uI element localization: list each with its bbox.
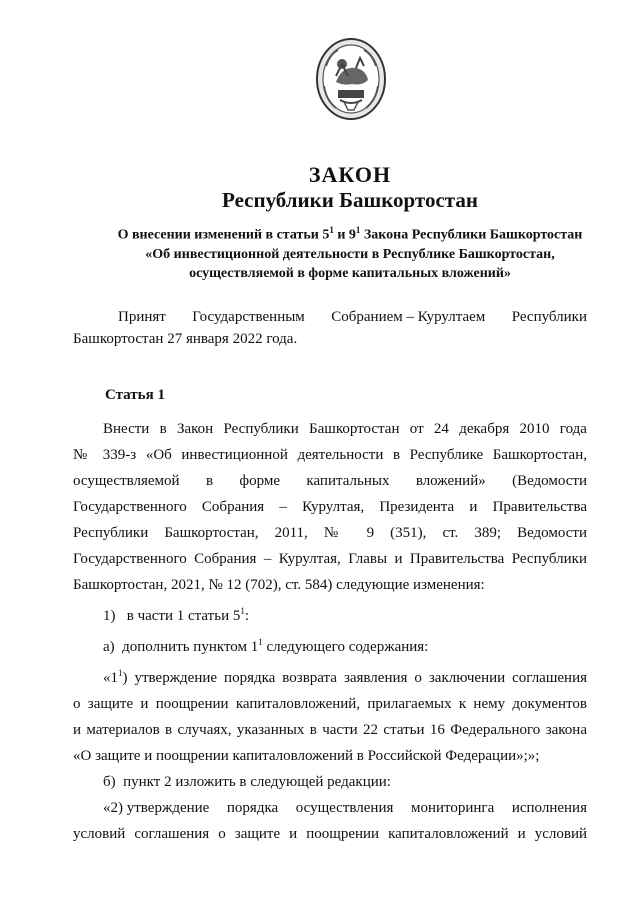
word: осуществления: [295, 800, 394, 816]
item-text: следующего содержания:: [262, 639, 429, 655]
word: в: [205, 473, 214, 489]
word: вложений»: [415, 473, 486, 489]
article-line: Республики Башкортостан, 2011, № 9 (351), ст. 389; Ведомости: [73, 525, 587, 541]
word: Республики: [511, 309, 587, 325]
word: порядка: [226, 800, 279, 816]
superscript: 1: [258, 637, 263, 647]
quote-line: и материалов в случаях, указанных в части 22 статьи 16 Федерального закона: [73, 722, 587, 738]
article-line: Башкортостан, 2021, № 12 (702), ст. 584) следующие изменения:: [73, 577, 485, 593]
subtitle-line-1: [0, 221, 640, 245]
word: осуществляемой: [73, 473, 180, 489]
document-subtitle: [0, 221, 640, 283]
subtitle-text: О внесении изменений в статьи 5: [117, 227, 330, 243]
word: Внести: [103, 421, 150, 437]
word: декабря: [459, 421, 510, 437]
word: Собранием – Курултаем: [331, 309, 486, 325]
coat-of-arms-emblem: [312, 36, 390, 122]
item-1: [73, 598, 587, 629]
item-text: :: [244, 608, 250, 624]
item-text: а) дополнить пунктом 1: [103, 639, 259, 655]
word: года: [559, 421, 587, 437]
subtitle-text: и 9: [333, 227, 356, 243]
subtitle-line-2: «Об инвестиционной деятельности в Республике Башкортостан,: [145, 246, 555, 262]
quote-line: условий соглашения о защите и поощрении капиталовложений и условий: [73, 826, 587, 842]
superscript: 1: [329, 225, 334, 235]
subtitle-text: Закона Республики Башкортостан: [360, 227, 583, 243]
item-a: [73, 629, 587, 660]
word: Республики: [223, 421, 299, 437]
word: 24: [433, 421, 449, 437]
word: форме: [239, 473, 281, 489]
document-title: ЗАКОН: [308, 162, 392, 187]
article-line: [73, 416, 587, 442]
word: исполнения: [511, 800, 587, 816]
article-heading: Статья 1: [105, 387, 165, 403]
word: «2) утверждение: [103, 800, 210, 816]
subtitle-line-3: осуществляемой в форме капитальных вложений»: [189, 265, 511, 281]
word: Государственным: [192, 309, 305, 325]
item-b: б) пункт 2 изложить в следующей редакции:: [103, 774, 391, 790]
superscript: 1: [240, 606, 245, 616]
quote-line: [73, 660, 587, 691]
article-line: [73, 468, 587, 494]
document-region: Республики Башкортостан: [222, 188, 478, 212]
word: от: [409, 421, 424, 437]
quote-text: «1: [103, 670, 118, 686]
article-1: [73, 382, 587, 847]
quote-line: [73, 795, 587, 821]
word: (Ведомости: [512, 473, 587, 489]
article-line: № 339-з «Об инвестиционной деятельности в Республике Башкортостан,: [73, 447, 587, 463]
word: мониторинга: [410, 800, 495, 816]
quote-text: ) утверждение порядка возврата заявления о заключении соглашения: [122, 670, 587, 686]
adoption-paragraph: [73, 304, 587, 352]
article-line: Государственного Собрания – Курултая, Президента и Правительства: [73, 499, 587, 515]
word: Закон: [176, 421, 214, 437]
superscript: 1: [355, 225, 361, 235]
word: в: [159, 421, 167, 437]
adoption-line-2: Башкортостан 27 января 2022 года.: [73, 331, 298, 347]
superscript: 1: [118, 668, 123, 678]
word: Принят: [118, 309, 166, 325]
word: 2010: [519, 421, 550, 437]
word: капитальных: [306, 473, 390, 489]
quote-line: о защите и поощрении капиталовложений, прилагаемых к нему документов: [73, 696, 587, 712]
article-line: Государственного Собрания – Курултая, Главы и Правительства Республики: [73, 551, 587, 567]
quote-line: «О защите и поощрении капиталовложений в Российской Федерации»;»;: [73, 748, 540, 764]
word: Башкортостан: [309, 421, 400, 437]
item-text: 1) в части 1 статьи 5: [103, 608, 241, 624]
